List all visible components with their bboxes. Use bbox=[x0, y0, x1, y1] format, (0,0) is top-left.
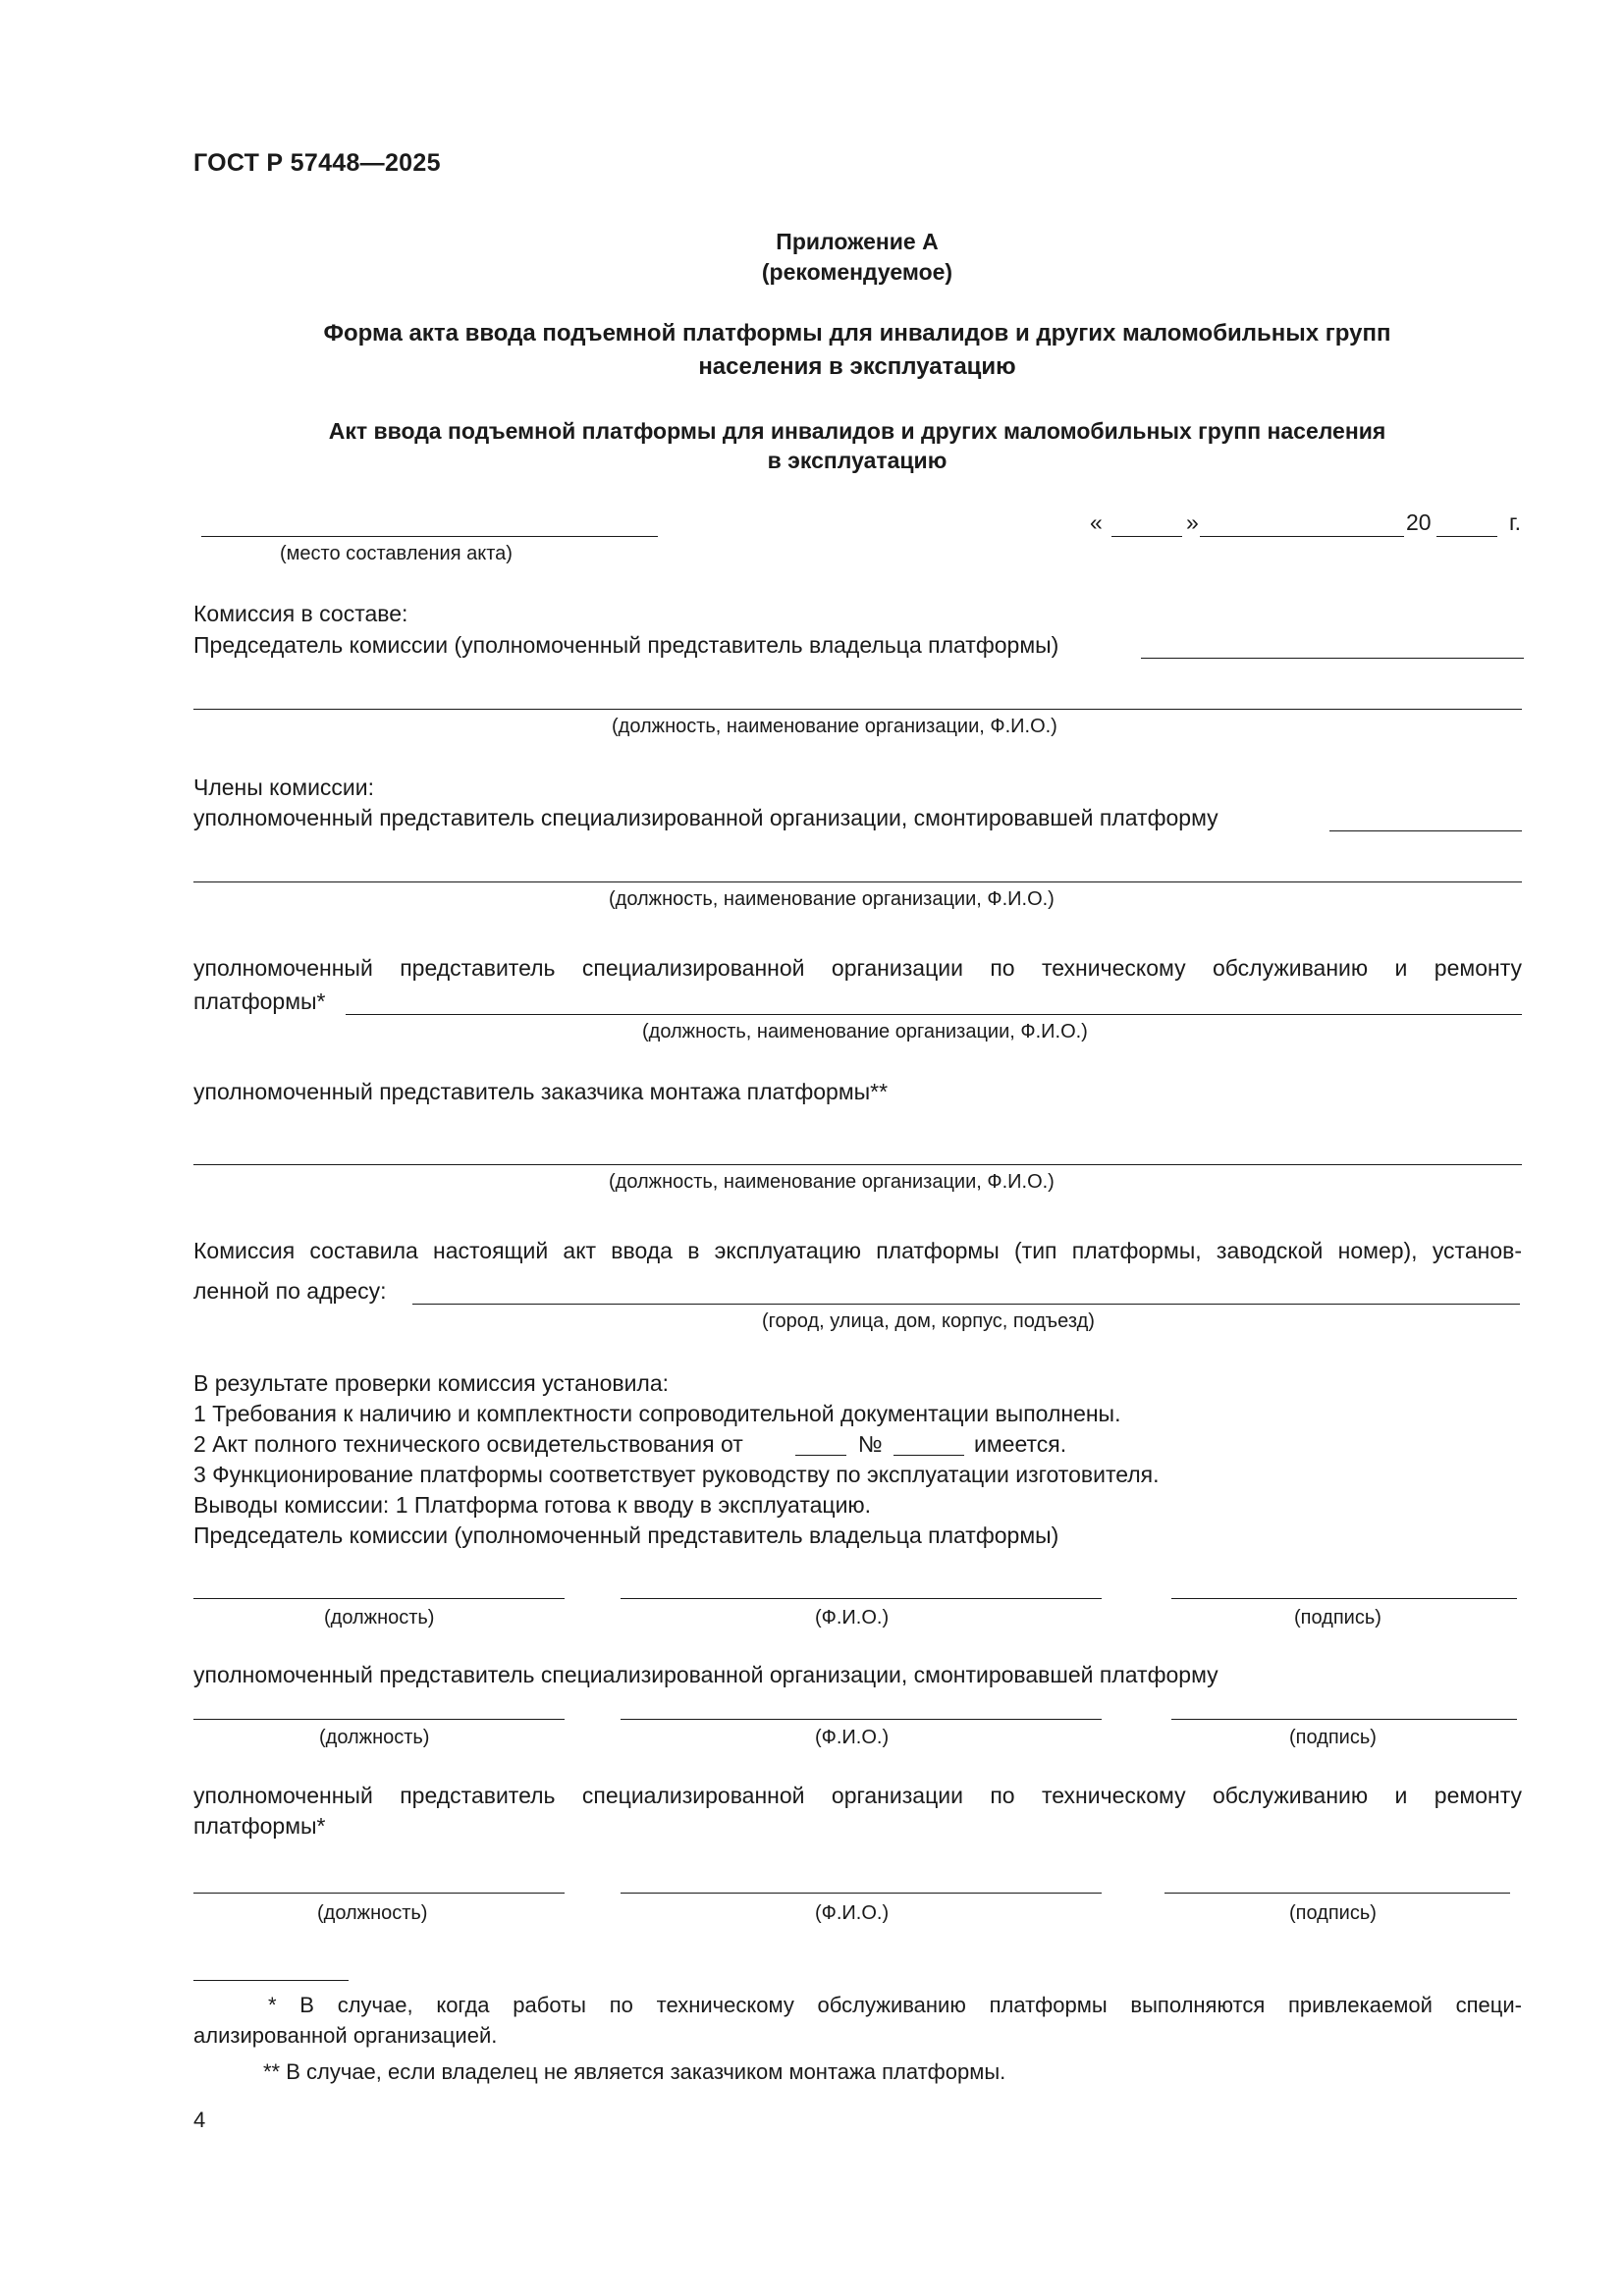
installer-text: уполномоченный представитель специализированной организации, смонтировавшей платформу bbox=[193, 805, 1218, 830]
date-quote-open: « bbox=[1090, 509, 1103, 535]
page-number: 4 bbox=[193, 2108, 206, 2132]
commission-label: Комиссия в составе: bbox=[193, 601, 408, 626]
chairman-fio-line[interactable] bbox=[621, 1598, 1102, 1599]
results-item2-b: имеется. bbox=[974, 1431, 1067, 1457]
statement-line2: ленной по адресу: bbox=[193, 1278, 387, 1304]
installer-details-line[interactable] bbox=[193, 881, 1522, 882]
date-quote-close: » bbox=[1186, 509, 1199, 535]
chairman-signature-caption: (подпись) bbox=[1294, 1607, 1381, 1629]
installer-fio-caption: (Ф.И.О.) bbox=[815, 1727, 890, 1748]
chairman-signature-line[interactable] bbox=[1171, 1598, 1517, 1599]
results-item2-a: 2 Акт полного технического освидетельствования от bbox=[193, 1431, 743, 1457]
service-position-caption: (должность) bbox=[317, 1902, 428, 1924]
members-label: Члены комиссии: bbox=[193, 774, 375, 800]
item2-number-line[interactable] bbox=[893, 1455, 964, 1456]
installer-position-line[interactable] bbox=[193, 1719, 565, 1720]
service-sign-text-line2: платформы* bbox=[193, 1813, 326, 1839]
date-day-line[interactable] bbox=[1111, 536, 1182, 537]
place-field-line[interactable] bbox=[201, 536, 658, 537]
service-position-line[interactable] bbox=[193, 1893, 565, 1894]
service-caption: (должность, наименование организации, Ф.И.О.) bbox=[642, 1021, 1088, 1042]
installer-signature-line[interactable] bbox=[1171, 1719, 1517, 1720]
customer-text: уполномоченный представитель заказчика монтажа платформы** bbox=[193, 1079, 889, 1104]
service-signature-caption: (подпись) bbox=[1289, 1902, 1377, 1924]
installer-caption: (должность, наименование организации, Ф.И.О.) bbox=[609, 888, 1055, 910]
act-title-line2: в эксплуатацию bbox=[767, 448, 947, 473]
chairman-text: Председатель комиссии (уполномоченный представитель владельца платформы) bbox=[193, 632, 1059, 658]
customer-caption: (должность, наименование организации, Ф.И.О.) bbox=[609, 1171, 1055, 1193]
place-caption: (место составления акта) bbox=[280, 543, 513, 564]
customer-details-line[interactable] bbox=[193, 1164, 1522, 1165]
statement-line1: Комиссия составила настоящий акт ввода в эксплуатацию платформы (тип платформы, заводской номер), установ- bbox=[193, 1238, 1522, 1263]
item2-date-line[interactable] bbox=[795, 1455, 846, 1456]
date-year-line[interactable] bbox=[1436, 536, 1497, 537]
date-year-prefix: 20 bbox=[1406, 509, 1432, 535]
results-chairman: Председатель комиссии (уполномоченный представитель владельца платформы) bbox=[193, 1522, 1059, 1548]
footnote-separator bbox=[193, 1980, 349, 1981]
results-item3: 3 Функционирование платформы соответствует руководству по эксплуатации изготовителя. bbox=[193, 1462, 1160, 1487]
date-year-suffix: г. bbox=[1509, 509, 1521, 535]
footnote-1-line2: ализированной организацией. bbox=[193, 2023, 498, 2048]
appendix-subtitle: (рекомендуемое) bbox=[761, 259, 953, 285]
installer-position-caption: (должность) bbox=[319, 1727, 430, 1748]
service-fio-line[interactable] bbox=[621, 1893, 1102, 1894]
service-signature-line[interactable] bbox=[1164, 1893, 1510, 1894]
form-title-line1: Форма акта ввода подъемной платформы для инвалидов и других маломобильных групп bbox=[323, 320, 1391, 347]
installer-fio-line[interactable] bbox=[621, 1719, 1102, 1720]
chairman-position-line[interactable] bbox=[193, 1598, 565, 1599]
date-month-line[interactable] bbox=[1200, 536, 1404, 537]
chairman-caption: (должность, наименование организации, Ф.И.О.) bbox=[612, 716, 1057, 737]
service-sign-text-line1: уполномоченный представитель специализированной организации по техническому обслуживанию и ремонту bbox=[193, 1783, 1522, 1808]
chairman-details-line[interactable] bbox=[193, 709, 1522, 710]
chairman-field-line[interactable] bbox=[1141, 658, 1524, 659]
act-title-line1: Акт ввода подъемной платформы для инвалидов и других маломобильных групп населения bbox=[328, 418, 1386, 444]
address-field-line[interactable] bbox=[412, 1304, 1520, 1305]
service-fio-caption: (Ф.И.О.) bbox=[815, 1902, 890, 1924]
service-field-line[interactable] bbox=[346, 1014, 1522, 1015]
installer-field-line[interactable] bbox=[1329, 830, 1522, 831]
results-item2-num: № bbox=[858, 1431, 883, 1457]
chairman-fio-caption: (Ф.И.О.) bbox=[815, 1607, 890, 1629]
footnote-2: ** В случае, если владелец не является заказчиком монтажа платформы. bbox=[263, 2059, 1006, 2084]
footnote-1-line1: * В случае, когда работы по техническому обслуживанию платформы выполняются привлекаемой специ- bbox=[268, 1993, 1522, 2017]
document-code: ГОСТ Р 57448—2025 bbox=[193, 149, 441, 177]
address-caption: (город, улица, дом, корпус, подъезд) bbox=[762, 1310, 1095, 1332]
installer-signature-caption: (подпись) bbox=[1289, 1727, 1377, 1748]
service-text-line1: уполномоченный представитель специализированной организации по техническому обслуживанию и ремонту bbox=[193, 955, 1522, 981]
results-item1: 1 Требования к наличию и комплектности сопроводительной документации выполнены. bbox=[193, 1401, 1121, 1426]
service-text-line2: платформы* bbox=[193, 988, 326, 1014]
installer-sign-text: уполномоченный представитель специализированной организации, смонтировавшей платформу bbox=[193, 1662, 1218, 1687]
form-title-line2: населения в эксплуатацию bbox=[698, 353, 1016, 380]
results-conclusions: Выводы комиссии: 1 Платформа готова к вводу в эксплуатацию. bbox=[193, 1492, 872, 1518]
chairman-position-caption: (должность) bbox=[324, 1607, 435, 1629]
appendix-title: Приложение А bbox=[776, 229, 939, 254]
results-intro: В результате проверки комиссия установила: bbox=[193, 1370, 670, 1396]
